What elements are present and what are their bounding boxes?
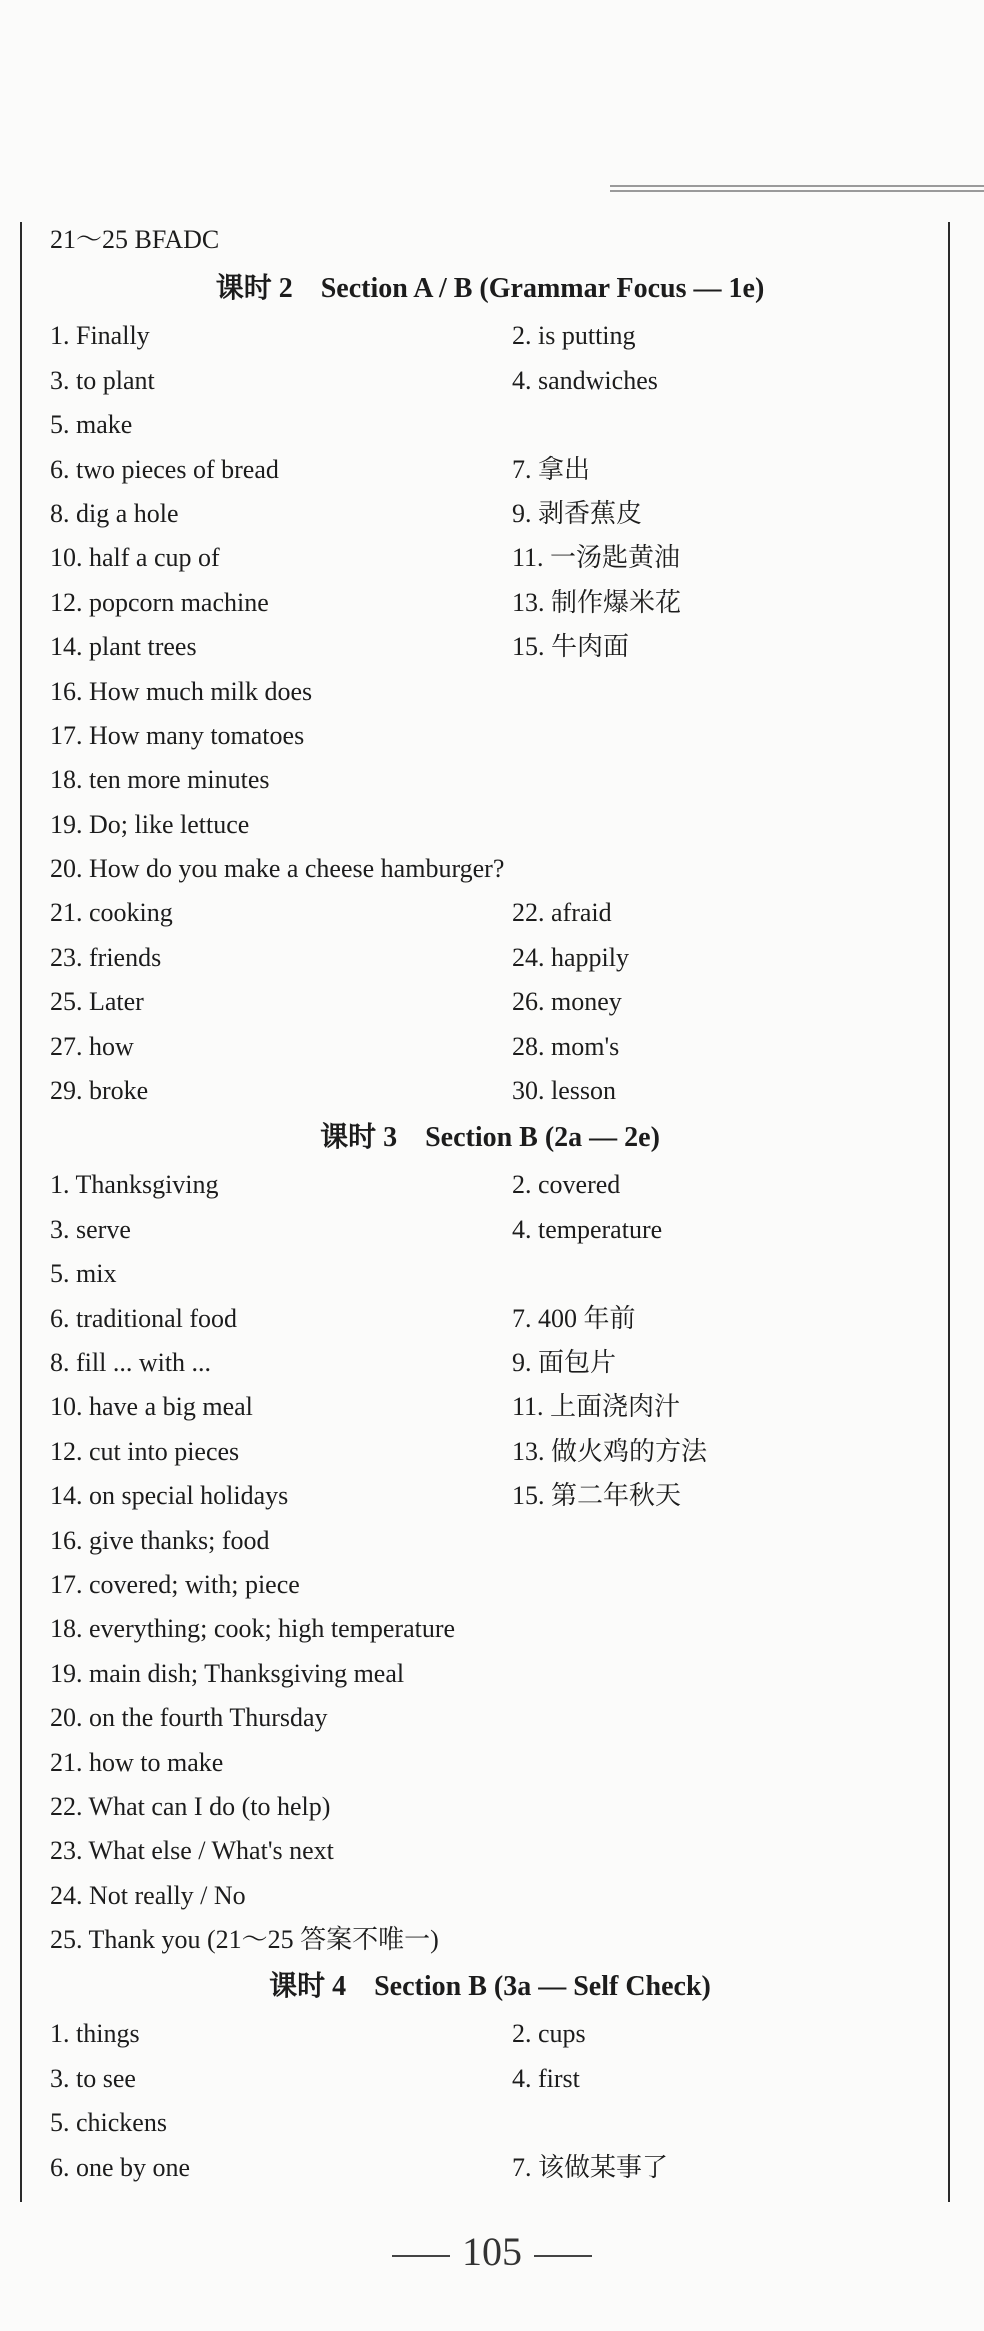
answer-right: 2. covered [512, 1170, 621, 1200]
answer-left: 16. How much milk does [50, 676, 313, 706]
answer-left: 14. on special holidays [50, 1481, 289, 1511]
answer-row [50, 2057, 930, 2101]
answer-row [50, 1607, 930, 1651]
answer-right: 13. 制作爆米花 [512, 587, 682, 617]
answer-right: 24. happily [512, 942, 629, 972]
answer-left: 6. traditional food [50, 1303, 238, 1333]
answer-row [50, 492, 930, 536]
answer-left: 21. how to make [50, 1747, 224, 1777]
answer-left: 8. fill ... with ... [50, 1347, 212, 1377]
answer-right: 30. lesson [512, 1076, 616, 1106]
answer-right: 13. 做火鸡的方法 [512, 1436, 708, 1466]
page-number-text: 105 [462, 2229, 522, 2274]
answer-left: 19. Do; like lettuce [50, 809, 250, 839]
answer-row [50, 1652, 930, 1696]
answer-left: 12. cut into pieces [50, 1436, 240, 1466]
answer-right [512, 670, 930, 714]
answer-row [50, 1563, 930, 1607]
section-heading: 课时 4 Section B (3a — Self Check) [269, 1971, 711, 2003]
answer-row [50, 403, 930, 447]
answer-right: 2. cups [512, 2019, 586, 2049]
answer-row [50, 891, 930, 935]
answer-right: 4. temperature [512, 1214, 663, 1244]
answer-right [512, 758, 930, 802]
answer-row [50, 936, 930, 980]
answer-right: 7. 拿出 [512, 454, 591, 484]
answer-right: 4. first [512, 2063, 580, 2093]
answer-row [50, 536, 930, 580]
answer-row [50, 1918, 930, 1962]
answer-row [50, 581, 930, 625]
answer-row [50, 1874, 930, 1918]
answer-right [512, 1607, 930, 1651]
answer-left: 5. mix [50, 1259, 117, 1289]
answer-row [50, 1785, 930, 1829]
answer-right: 15. 第二年秋天 [512, 1481, 682, 1511]
answer-right [512, 1741, 930, 1785]
answer-left: 1. Finally [50, 321, 150, 351]
answer-left: 27. how [50, 1031, 134, 1061]
answer-key [50, 218, 930, 2190]
top-rule [610, 185, 984, 187]
answer-row [50, 1430, 930, 1474]
answer-left: 18. ten more minutes [50, 765, 270, 795]
answer-left: 24. Not really / No [50, 1880, 246, 1910]
header-answer: 21～25 BFADC [50, 225, 220, 254]
answer-row [50, 625, 930, 669]
page-number [0, 2228, 984, 2275]
answer-right: 7. 400 年前 [512, 1303, 636, 1333]
answer-row [50, 980, 930, 1024]
answer-left: 25. Later [50, 987, 144, 1017]
top-rule-2 [610, 190, 984, 192]
answer-row [50, 1297, 930, 1341]
answer-row [50, 1829, 930, 1873]
answer-left: 25. Thank you (21～25 答案不唯一) [50, 1925, 439, 1955]
answer-right [512, 1785, 930, 1829]
answer-right [512, 847, 930, 891]
answer-right: 11. 一汤匙黄油 [512, 543, 681, 573]
answer-row [50, 2101, 930, 2145]
answer-right [512, 403, 930, 447]
answer-row [50, 847, 930, 891]
answer-left: 14. plant trees [50, 632, 197, 662]
answer-right: 9. 面包片 [512, 1347, 617, 1377]
answer-row [50, 758, 930, 802]
answer-row [50, 1163, 930, 1207]
answer-right [512, 1519, 930, 1563]
answer-row [50, 359, 930, 403]
answer-left: 3. serve [50, 1214, 131, 1244]
answer-right [512, 2101, 930, 2145]
answer-row [50, 1696, 930, 1740]
answer-right: 28. mom's [512, 1031, 620, 1061]
answer-row [50, 670, 930, 714]
answer-row [50, 448, 930, 492]
sections [50, 264, 930, 2190]
answer-row [50, 1341, 930, 1385]
answer-right: 15. 牛肉面 [512, 632, 630, 662]
answer-left: 8. dig a hole [50, 498, 179, 528]
answer-left: 6. one by one [50, 2152, 191, 2182]
answer-left: 1. Thanksgiving [50, 1170, 219, 1200]
answer-row [50, 314, 930, 358]
answer-right: 7. 该做某事了 [512, 2152, 669, 2182]
answer-right [512, 803, 930, 847]
answer-left: 29. broke [50, 1076, 149, 1106]
right-margin-rule [948, 222, 950, 2202]
answer-row [50, 1519, 930, 1563]
answer-right [512, 1252, 930, 1296]
answer-row [50, 1474, 930, 1518]
answer-row [50, 2146, 930, 2190]
answer-left: 21. cooking [50, 898, 173, 928]
answer-right: 22. afraid [512, 898, 612, 928]
section-heading: 课时 2 Section A / B (Grammar Focus — 1e) [215, 273, 765, 305]
page-dash-right [534, 2255, 592, 2257]
answer-right: 9. 剥香蕉皮 [512, 498, 643, 528]
page-dash-left [392, 2255, 450, 2257]
left-margin-rule [20, 222, 22, 2202]
answer-left: 19. main dish; Thanksgiving meal [50, 1658, 405, 1688]
answer-right [512, 1652, 930, 1696]
answer-right [512, 714, 930, 758]
answer-right [512, 1563, 930, 1607]
section-heading: 课时 3 Section B (2a — 2e) [320, 1122, 660, 1154]
answer-right [512, 1918, 930, 1962]
answer-row [50, 1025, 930, 1069]
answer-right: 26. money [512, 987, 622, 1017]
answer-left: 17. How many tomatoes [50, 720, 305, 750]
answer-left: 1. things [50, 2019, 140, 2049]
answer-row [50, 1069, 930, 1113]
answer-left: 6. two pieces of bread [50, 454, 279, 484]
answer-left: 10. half a cup of [50, 543, 220, 573]
answer-right [512, 1874, 930, 1918]
answer-row [50, 1252, 930, 1296]
answer-row [50, 714, 930, 758]
answer-right: 4. sandwiches [512, 365, 658, 395]
answer-row [50, 1385, 930, 1429]
answer-left: 5. chickens [50, 2108, 167, 2138]
answer-left: 23. friends [50, 942, 162, 972]
answer-left: 22. What can I do (to help) [50, 1791, 331, 1821]
answer-left: 5. make [50, 410, 133, 440]
answer-left: 16. give thanks; food [50, 1525, 270, 1555]
answer-right: 2. is putting [512, 321, 636, 351]
answer-left: 3. to plant [50, 365, 155, 395]
answer-left: 3. to see [50, 2063, 136, 2093]
answer-right [512, 1829, 930, 1873]
answer-right [512, 1696, 930, 1740]
answer-left: 20. on the fourth Thursday [50, 1703, 328, 1733]
answer-row [50, 1208, 930, 1252]
answer-row [50, 2012, 930, 2056]
answer-left: 12. popcorn machine [50, 587, 269, 617]
answer-left: 20. How do you make a cheese hamburger? [50, 854, 505, 884]
answer-row [50, 1741, 930, 1785]
answer-row [50, 803, 930, 847]
answer-left: 18. everything; cook; high temperature [50, 1614, 456, 1644]
answer-left: 17. covered; with; piece [50, 1569, 300, 1599]
answer-right: 11. 上面浇肉汁 [512, 1392, 681, 1422]
answer-left: 23. What else / What's next [50, 1836, 334, 1866]
answer-left: 10. have a big meal [50, 1392, 253, 1422]
